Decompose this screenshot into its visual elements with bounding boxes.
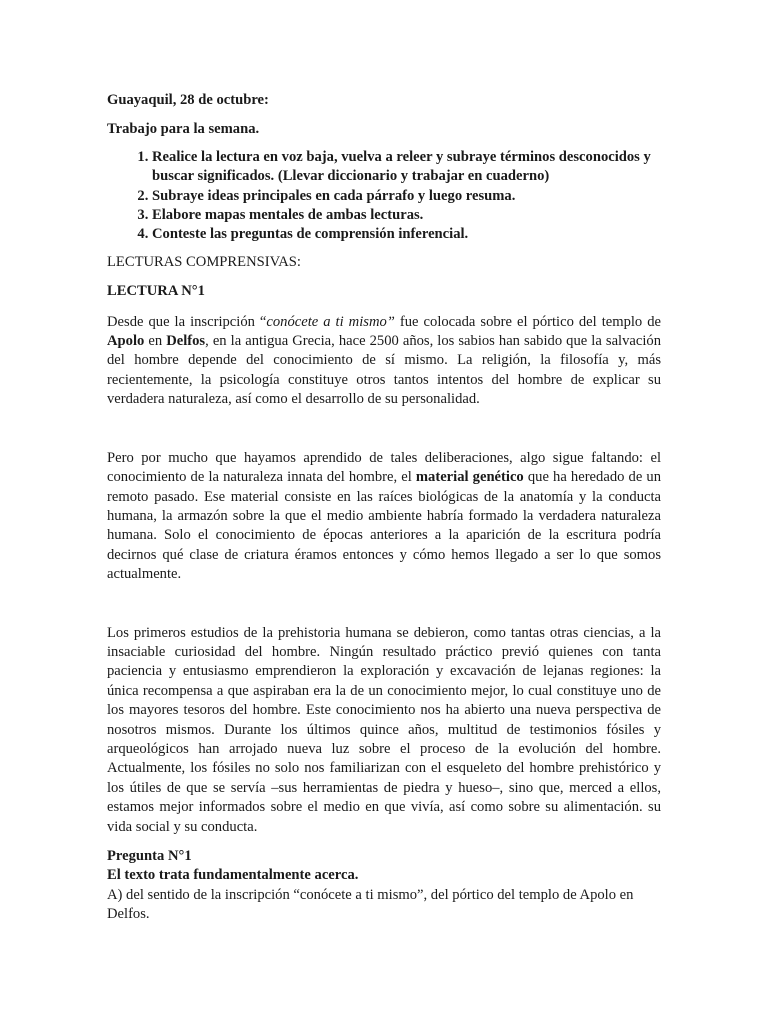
task-item: 3. Elabore mapas mentales de ambas lecturas. (152, 206, 661, 225)
reading-paragraph-2: Pero por mucho que hayamos aprendido de tales deliberaciones, algo sigue faltando: el conocimiento de la naturaleza innata del hombre, el material genético que ha heredado de un remoto pasado. Ese material consiste en las raíces biológicas de la anatomía y la conducta humana, la armazón sobre la que el medio ambiente habría formado la verdadera naturaleza humana. Solo el conocimiento de épocas anteriores a la aparición de la escritura podría decirnos qué clase de criatura éramos entonces y cómo hemos llegado a ser lo que somos actualmente. (107, 449, 662, 583)
assignment-title: Trabajo para la semana. (107, 121, 260, 138)
question-label: Pregunta N°1 (107, 848, 192, 864)
question-option-a: A) del sentido de la inscripción “conócete a ti mismo”, del pórtico del templo de Apolo en Delfos. (107, 886, 634, 923)
material-genetico-term: material genético (415, 469, 524, 486)
document-page (107, 91, 661, 925)
task-item: 4. Conteste las preguntas de comprensión inferencial. (152, 225, 661, 244)
inscription-quote: conócete a ti mismo” (266, 313, 395, 330)
task-item: 1. Realice la lectura en voz baja, vuelva a releer y subraye términos desconocidos y buscar significados. (Llevar diccionario y trabajar en cuaderno) (152, 148, 661, 187)
section-heading: LECTURAS COMPRENSIVAS: (107, 253, 301, 270)
date-line: Guayaquil, 28 de octubre: (107, 92, 269, 108)
delfos-term: Delfos (166, 333, 206, 350)
reading-paragraph-3: Los primeros estudios de la prehistoria humana se debieron, como tantas otras ciencias, a la insaciable curiosidad del hombre. Ningún resultado práctico previó quienes con tanta paciencia y entusiasmo emprendieron la exploración y excavación de lejanas regiones: la única recompensa a que aspiraban era la de un conocimiento mejor, lo cual constituye uno de los mayores tesoros del hombre. Este conocimiento nos ha abierto una nueva perspectiva de nosotros mismos. Durante los últimos quince años, multitud de testimonios fósiles y arqueológicos han arrojado nueva luz sobre el proceso de la evolución del hombre. Actualmente, los fósiles no solo nos familiarizan con el esqueleto del hombre prehistórico y los útiles de que se servía –sus herramientas de piedra y hueso–, sino que, merced a ellos, estamos mejor informados sobre el medio en que vivía, así como sobre su alimentación. su vida social y su conducta. (107, 624, 661, 835)
reading-paragraph-1: Desde que la inscripción “conócete a ti mismo” fue colocada sobre el pórtico del templo de Apolo en Delfos, en la antigua Grecia, hace 2500 años, los sabios han sabido que la salvación del hombre depende del conocimiento de sí mismo. La religión, la filosofía y, más recientemente, la psicología constituye otros tantos intentos del hombre de explicar su verdadera naturaleza, así como el desarrollo de su personalidad. (107, 313, 662, 408)
task-item: 2. Subraye ideas principales en cada párrafo y luego resuma. (152, 187, 661, 206)
task-list (107, 148, 661, 245)
question-prompt: El texto trata fundamentalmente acerca. (107, 867, 359, 884)
apolo-term: Apolo (107, 333, 145, 350)
reading-title: LECTURA N°1 (107, 283, 205, 300)
